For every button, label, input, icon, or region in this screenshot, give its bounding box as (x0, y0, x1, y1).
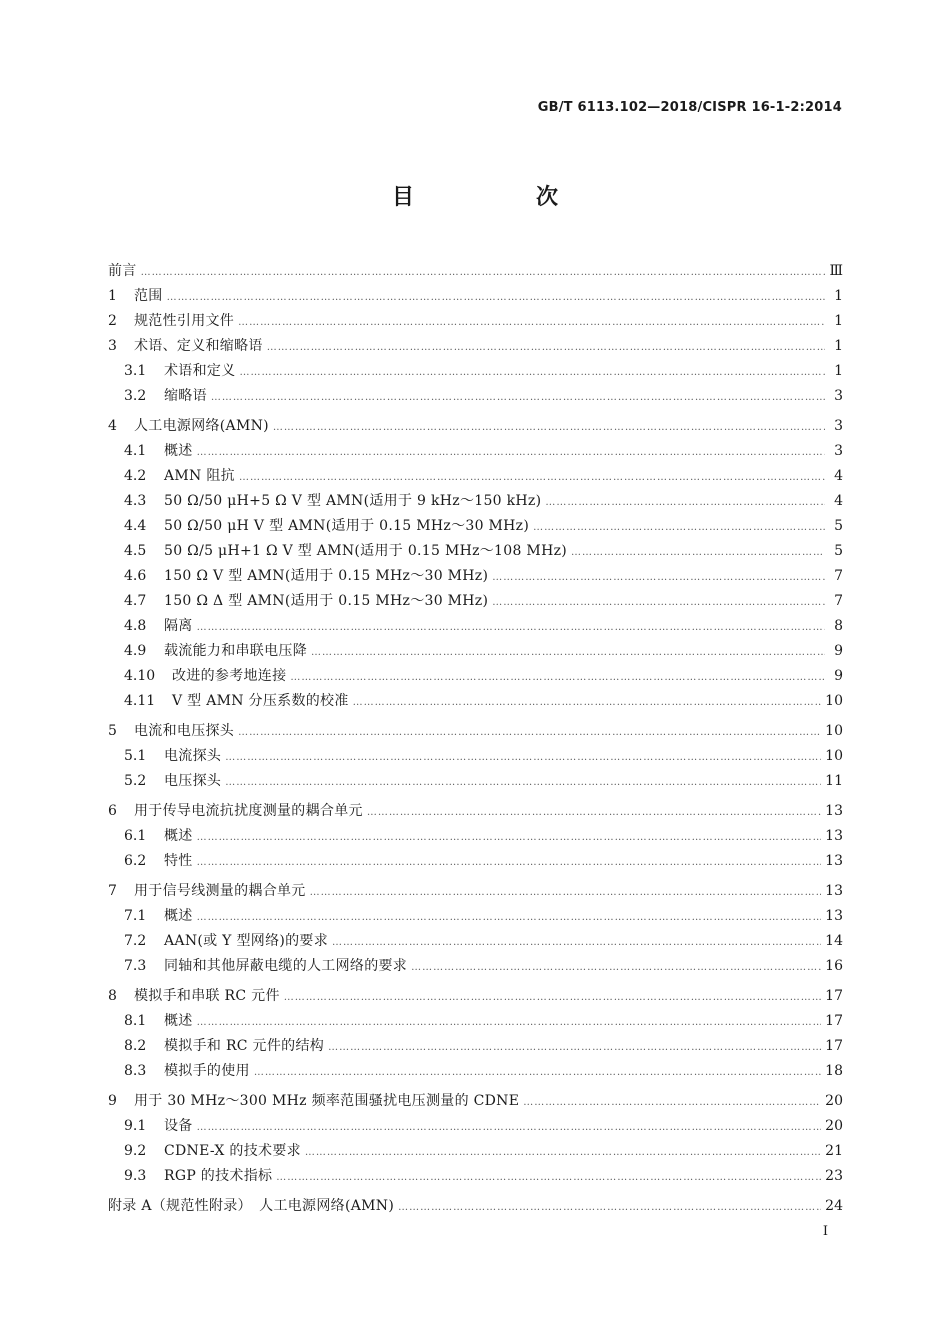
toc-entry-number: 7.2 (124, 933, 147, 949)
toc-entry-page: 3 (834, 443, 843, 459)
toc-entry-page: 20 (825, 1118, 843, 1134)
page-number: I (822, 1224, 828, 1239)
toc-entry-number: 9 (108, 1093, 117, 1109)
toc-entry[interactable] (108, 850, 843, 872)
toc-entry[interactable] (108, 540, 843, 562)
toc-entry-label: AAN(或 Y 型网络)的要求 (164, 933, 329, 949)
toc-dot-leader (225, 772, 821, 794)
toc-dot-leader (197, 1012, 822, 1034)
toc-entry-label: 50 Ω/50 μH V 型 AMN(适用于 0.15 MHz～30 MHz) (164, 518, 530, 534)
toc-entry-page: 3 (834, 388, 843, 404)
toc-entry-page: 4 (834, 493, 843, 509)
toc-entry-label: 50 Ω/50 μH+5 Ω V 型 AMN(适用于 9 kHz～150 kHz) (164, 493, 542, 509)
toc-entry[interactable] (108, 880, 843, 902)
toc-entry-label: 用于 30 MHz～300 MHz 频率范围骚扰电压测量的 CDNE (134, 1093, 520, 1109)
toc-entry-label: 用于信号线测量的耦合单元 (134, 883, 306, 899)
toc-dot-leader (545, 492, 825, 514)
toc-entry-label: 用于传导电流抗扰度测量的耦合单元 (134, 803, 363, 819)
toc-entry-label: 术语和定义 (164, 363, 236, 379)
toc-entry[interactable] (108, 335, 843, 357)
toc-entry[interactable] (108, 515, 843, 537)
toc-entry-number: 9.1 (124, 1118, 147, 1134)
toc-entry-label: 载流能力和串联电压降 (164, 643, 307, 659)
toc-entry-number: 4.8 (124, 618, 147, 634)
toc-entry-number: 5.2 (124, 773, 147, 789)
toc-entry-label: 隔离 (164, 618, 193, 634)
toc-entry-label: 概述 (164, 443, 193, 459)
toc-entry[interactable] (108, 640, 843, 662)
toc-entry-label: 同轴和其他屏蔽电缆的人工网络的要求 (164, 958, 408, 974)
toc-entry[interactable] (108, 1010, 843, 1032)
toc-entry-label: CDNE-X 的技术要求 (164, 1143, 301, 1159)
standard-code-header: GB/T 6113.102—2018/CISPR 16-1-2:2014 (537, 100, 842, 115)
toc-entry-label: V 型 AMN 分压系数的校准 (172, 693, 349, 709)
toc-entry[interactable] (108, 490, 843, 512)
toc-dot-leader (411, 957, 821, 979)
toc-dot-leader (197, 827, 822, 849)
toc-entry-label: 50 Ω/5 μH+1 Ω V 型 AMN(适用于 0.15 MHz～108 MHz) (164, 543, 568, 559)
toc-entry-page: 1 (834, 363, 843, 379)
toc-dot-leader (284, 987, 821, 1009)
toc-entry-page: 17 (825, 988, 843, 1004)
toc-dot-leader (267, 337, 825, 359)
toc-entry[interactable] (108, 1195, 843, 1217)
toc-entry-label: AMN 阻抗 (164, 468, 235, 484)
toc-entry[interactable] (108, 385, 843, 407)
toc-dot-leader (240, 362, 826, 384)
toc-dot-leader (238, 312, 825, 334)
toc-dot-leader (533, 517, 825, 539)
toc-dot-leader (276, 1167, 821, 1189)
toc-entry-number: 5.1 (124, 748, 147, 764)
toc-entry[interactable] (108, 1035, 843, 1057)
toc-dot-leader (273, 417, 825, 439)
toc-entry-label: 人工电源网络(AMN) (134, 418, 269, 434)
toc-entry[interactable] (108, 745, 843, 767)
toc-entry-number: 9.2 (124, 1143, 147, 1159)
toc-entry-page: 13 (825, 828, 843, 844)
toc-entry-page: Ⅲ (829, 263, 843, 279)
toc-entry-label: 特性 (164, 853, 193, 869)
toc-entry[interactable] (108, 1090, 843, 1112)
toc-dot-leader (197, 907, 822, 929)
toc-dot-leader (571, 542, 825, 564)
toc-entry-page: 13 (825, 908, 843, 924)
toc-entry-label: 150 Ω Δ 型 AMN(适用于 0.15 MHz～30 MHz) (164, 593, 489, 609)
toc-entry-label: 缩略语 (164, 388, 207, 404)
toc-dot-leader (305, 1142, 821, 1164)
toc-entry[interactable] (108, 665, 843, 687)
toc-dot-leader (254, 1062, 821, 1084)
toc-dot-leader (211, 387, 825, 409)
toc-entry[interactable] (108, 955, 843, 977)
toc-entry-page: 10 (825, 693, 843, 709)
toc-entry-number: 1 (108, 288, 117, 304)
toc-entry-number: 4 (108, 418, 117, 434)
toc-entry[interactable] (108, 590, 843, 612)
toc-entry-page: 7 (834, 568, 843, 584)
toc-entry-label: 模拟手和串联 RC 元件 (134, 988, 280, 1004)
toc-entry-page: 23 (825, 1168, 843, 1184)
toc-entry-label: 附录 A（规范性附录） 人工电源网络(AMN) (108, 1198, 395, 1214)
toc-entry-number: 4.11 (124, 693, 156, 709)
page-title: 目 次 (391, 184, 608, 210)
toc-entry-label: 电压探头 (164, 773, 222, 789)
toc-dot-leader (492, 592, 825, 614)
toc-entry-page: 10 (825, 748, 843, 764)
toc-entry-number: 3.1 (124, 363, 147, 379)
toc-dot-leader (167, 287, 825, 309)
toc-entry[interactable] (108, 800, 843, 822)
toc-entry-page: 7 (834, 593, 843, 609)
toc-dot-leader (523, 1092, 821, 1114)
toc-entry-number: 4.7 (124, 593, 147, 609)
toc-entry-page: 1 (834, 338, 843, 354)
toc-entry-number: 4.4 (124, 518, 147, 534)
toc-entry[interactable] (108, 465, 843, 487)
toc-entry-label: 概述 (164, 828, 193, 844)
toc-entry-page: 21 (825, 1143, 843, 1159)
toc-entry-page: 13 (825, 853, 843, 869)
toc-dot-leader (353, 692, 822, 714)
toc-entry-page: 17 (825, 1013, 843, 1029)
toc-entry[interactable] (108, 260, 843, 282)
toc-entry-label: 规范性引用文件 (134, 313, 235, 329)
toc-entry[interactable] (108, 615, 843, 637)
toc-entry-label: 概述 (164, 1013, 193, 1029)
toc-entry-page: 3 (834, 418, 843, 434)
toc-entry[interactable] (108, 825, 843, 847)
toc-entry-number: 2 (108, 313, 117, 329)
toc-dot-leader (492, 567, 825, 589)
toc-entry-page: 13 (825, 883, 843, 899)
toc-entry-number: 3 (108, 338, 117, 354)
toc-entry[interactable] (108, 905, 843, 927)
toc-entry-number: 5 (108, 723, 117, 739)
toc-entry-page: 11 (825, 773, 843, 789)
toc-dot-leader (197, 852, 822, 874)
toc-dot-leader (225, 747, 821, 769)
toc-entry[interactable] (108, 770, 843, 792)
toc-entry[interactable] (108, 1165, 843, 1187)
toc-dot-leader (197, 442, 825, 464)
toc-dot-leader (290, 667, 825, 689)
toc-dot-leader (238, 722, 821, 744)
toc-entry-page: 13 (825, 803, 843, 819)
toc-entry-number: 8.1 (124, 1013, 147, 1029)
toc-entry[interactable] (108, 1140, 843, 1162)
toc-entry-page: 18 (825, 1063, 843, 1079)
toc-entry-page: 5 (834, 518, 843, 534)
toc-dot-leader (398, 1197, 821, 1219)
toc-entry-label: 改进的参考地连接 (172, 668, 287, 684)
toc-entry[interactable] (108, 565, 843, 587)
toc-entry-page: 14 (825, 933, 843, 949)
toc-entry-label: 150 Ω V 型 AMN(适用于 0.15 MHz～30 MHz) (164, 568, 489, 584)
toc-entry[interactable] (108, 1115, 843, 1137)
toc-dot-leader (367, 802, 821, 824)
toc-entry-label: 前言 (108, 263, 137, 279)
toc-entry[interactable] (108, 310, 843, 332)
toc-entry-label: 电流探头 (164, 748, 222, 764)
toc-dot-leader (311, 642, 825, 664)
toc-entry-label: 模拟手的使用 (164, 1063, 250, 1079)
toc-entry-number: 4.9 (124, 643, 147, 659)
toc-entry-number: 4.3 (124, 493, 147, 509)
toc-entry-number: 4.10 (124, 668, 156, 684)
toc-entry-number: 7 (108, 883, 117, 899)
toc-entry-label: 术语、定义和缩略语 (134, 338, 263, 354)
toc-entry[interactable] (108, 360, 843, 382)
toc-dot-leader (310, 882, 822, 904)
toc-entry-page: 20 (825, 1093, 843, 1109)
toc-entry-number: 4.6 (124, 568, 147, 584)
toc-entry-number: 7.3 (124, 958, 147, 974)
toc-entry-page: 17 (825, 1038, 843, 1054)
toc-entry-page: 1 (834, 313, 843, 329)
toc-entry-number: 7.1 (124, 908, 147, 924)
toc-entry-number: 4.5 (124, 543, 147, 559)
toc-entry-number: 8.2 (124, 1038, 147, 1054)
toc-entry[interactable] (108, 415, 843, 437)
toc-entry-page: 24 (825, 1198, 843, 1214)
toc-entry-page: 4 (834, 468, 843, 484)
toc-entry-page: 1 (834, 288, 843, 304)
toc-entry-page: 5 (834, 543, 843, 559)
toc-entry-number: 8.3 (124, 1063, 147, 1079)
toc-entry[interactable] (108, 930, 843, 952)
toc-entry-number: 9.3 (124, 1168, 147, 1184)
toc-entry-number: 6 (108, 803, 117, 819)
toc-entry-label: 模拟手和 RC 元件的结构 (164, 1038, 325, 1054)
toc-entry-page: 16 (825, 958, 843, 974)
toc-entry[interactable] (108, 1060, 843, 1082)
toc-entry-number: 4.2 (124, 468, 147, 484)
toc-dot-leader (332, 932, 821, 954)
toc-entry[interactable] (108, 690, 843, 712)
toc-dot-leader (197, 1117, 822, 1139)
toc-entry[interactable] (108, 720, 843, 742)
toc-entry-label: 电流和电压探头 (134, 723, 235, 739)
toc-entry-page: 9 (834, 643, 843, 659)
toc-dot-leader (141, 262, 825, 284)
toc-dot-leader (328, 1037, 821, 1059)
toc-entry-number: 6.1 (124, 828, 147, 844)
toc-entry-page: 9 (834, 668, 843, 684)
toc-entry-number: 3.2 (124, 388, 147, 404)
toc-entry-label: RGP 的技术指标 (164, 1168, 273, 1184)
toc-entry-number: 8 (108, 988, 117, 1004)
toc-dot-leader (197, 617, 825, 639)
toc-entry[interactable] (108, 285, 843, 307)
toc-entry-number: 4.1 (124, 443, 147, 459)
toc-entry-label: 设备 (164, 1118, 193, 1134)
toc-dot-leader (239, 467, 825, 489)
toc-entry-page: 8 (834, 618, 843, 634)
toc-entry[interactable] (108, 440, 843, 462)
toc-entry-label: 概述 (164, 908, 193, 924)
toc-entry-page: 10 (825, 723, 843, 739)
toc-entry-label: 范围 (134, 288, 163, 304)
toc-entry[interactable] (108, 985, 843, 1007)
toc-entry-number: 6.2 (124, 853, 147, 869)
